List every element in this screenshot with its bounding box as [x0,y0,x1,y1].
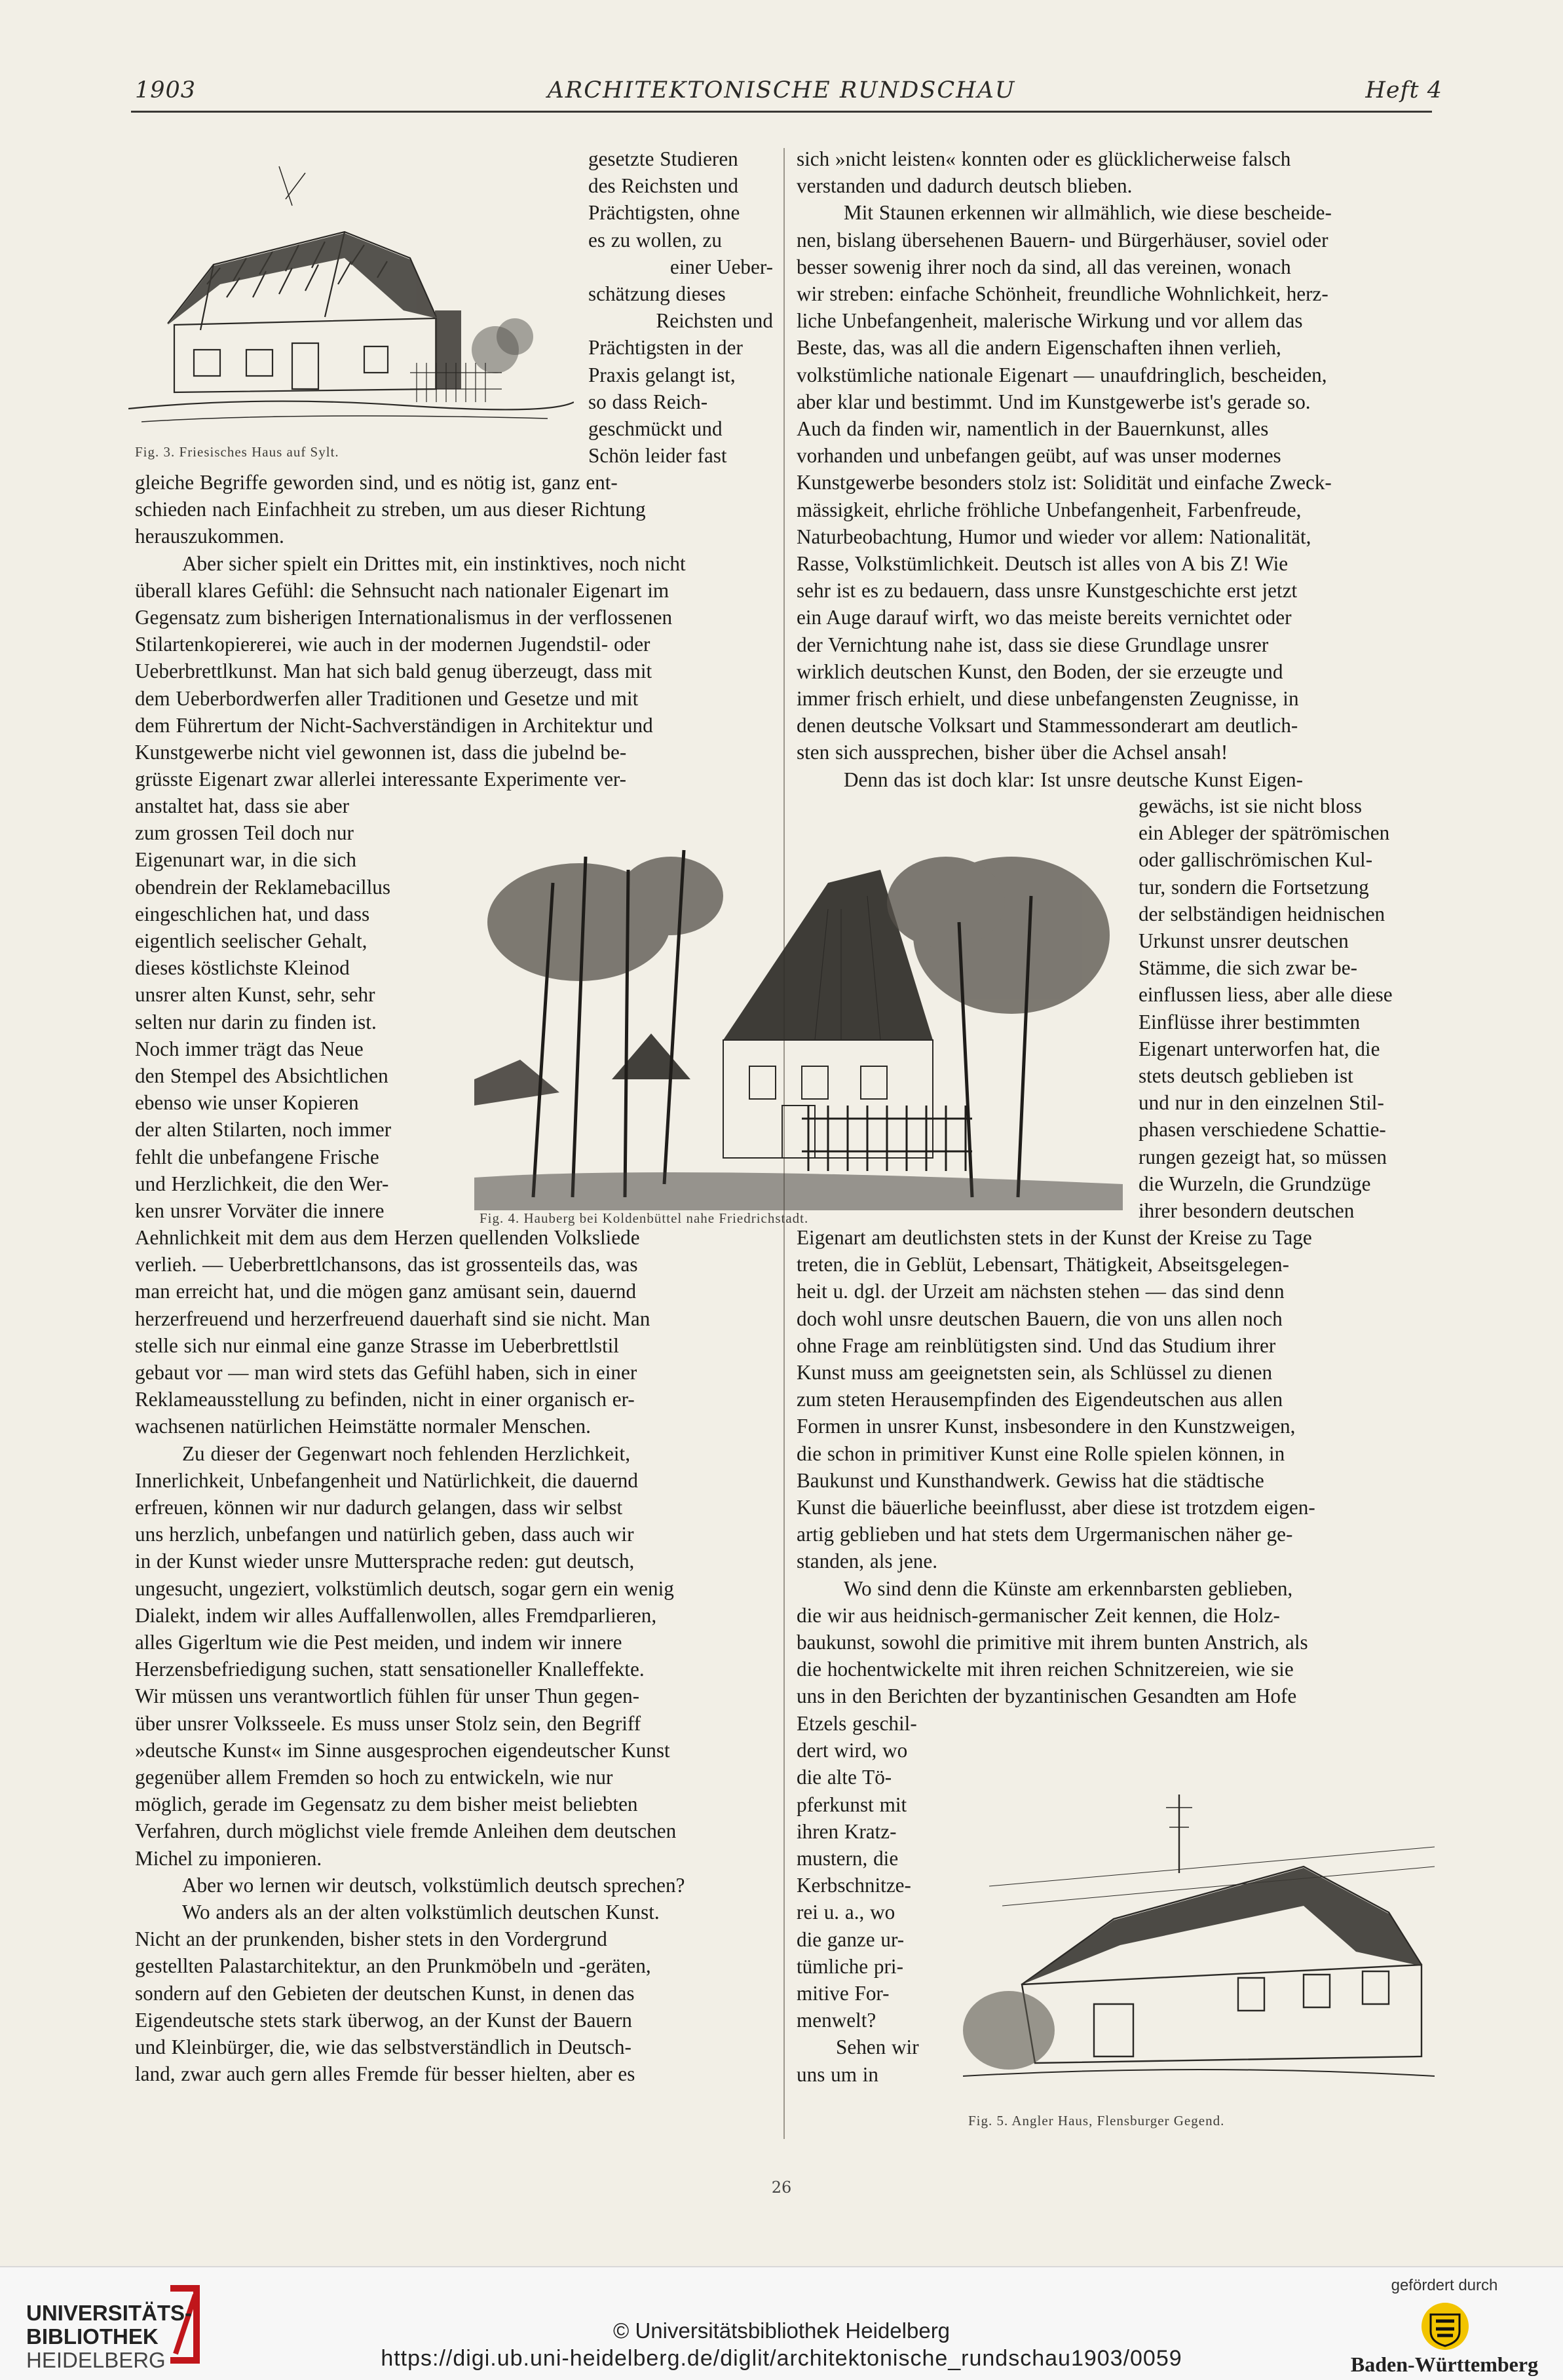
journal-year: 1903 [135,77,197,103]
page-number: 26 [771,2178,792,2197]
copyright-notice: © Universitätsbibliothek Heidelberg [612,2318,951,2343]
library-name[interactable]: UNIVERSITÄTS- BIBLIOTHEK HEIDELBERG [26,2301,193,2372]
left-top-narrow-text: gesetzte Studieren des Reichsten und Prächtigsten, ohne es zu wollen, zu einer Ueber- schätzung dieses Reichsten und Prächtigsten in der Praxis gelangt ist, so dass Reich- geschmückt und Schön leider fast [588,147,773,468]
coat-of-arms-icon [1419,2300,1471,2352]
right-full-text-1: sich »nicht leisten« konnten oder es glücklicherweise falsch verstanden und dadurch deutsch blieben. Mit Staunen erkennen wir allmählich, wie diese bescheide- nen, bislang übersehenen Bauern- und Bürgerhäuser, soviel oder besser sowenig ihrer noch da sind, all das vereinen, wonach wir streben: einfache Schönheit, freundliche Wohnlichkeit, herz- liche Unbefangenheit, malerische Wirkung und vor allem das Beste, das, was all die andern Eigenschaften ihnen verlieh, volkstümliche nationale Eigenart — unaufdringlich, bescheiden, aber klar und bestimmt. Und im Kunstgewerbe ist's gerade so. Auch da finden wir, namentlich in der Bauernkunst, alles vorhanden und unbefangen geübt, auf was unser modernes Kunstgewerbe besonders stolz ist: Solidität und einfache Zweck- mässigkeit, ehrliche fröhliche Unbefangenheit, Farbenfreude, Naturbeobachtung, Humor und wieder vor allem: Nationalität, Rasse, Volkstümlichkeit. Deutsch ist alles von A bis Z! Wie sehr ist es zu bedauern, dass unsre Kunstgeschichte erst jetzt ein Auge darauf wirft, wo das meiste bereits vernichtet oder der Vernichtung nahe ist, dass sie diese Grundlage unsrer wirklich deutschen Kunst, den Boden, der sie erzeugte und immer frisch erhielt, und diese unbefangensten Zeugnisse, in denen deutsche Volksart und Stammessonderart am deutlich- sten sich aussprechen, bisher über die Achsel ansah! Denn das ist doch klar: Ist unsre deutsche Kunst Eigen- [797,147,1332,791]
journal-issue: Heft 4 [1365,77,1442,103]
journal-title: ARCHITEKTONISCHE RUNDSCHAU [547,77,1016,103]
left-full-text-2: Aehnlichkeit mit dem aus dem Herzen quellenden Volksliede verlieh. — Ueberbrettlchansons, das ist grossenteils das, was man erreicht hat, und die mögen ganz amüsant sein, dauernd herzerfreuend und herzerfreuend dauerhaft sind sie nicht. Man stelle sich nur einmal eine ganze Strasse im Ueberbrettlstil gebaut vor — man wird stets das Gefühl haben, sich in einer Reklameausstellung zu befinden, nicht in einer organisch er- wachsenen natürlichen Heimstätte normaler Menschen. Zu dieser der Gegenwart noch fehlenden Herzlichkeit, Innerlichkeit, Unbefangenheit und Natürlichkeit, die dauernd erfreuen, können wir nur dadurch gelangen, dass wir selbst uns herzlich, unbefangen und natürlich geben, dass auch wir in der Kunst wieder unsre Muttersprache reden: gut deutsch, ungesucht, ungeziert, volkstümlich deutsch, sogar gern ein wenig Dialekt, indem wir alles Auffallenwollen, alles Fremdparlieren, alles Gigerltum wie die Pest meiden, und indem wir innere Herzensbefriedigung suchen, statt sensationeller Knalleffekte. Wir müssen uns verantwortlich fühlen für unser Thun gegen- über unsrer Volksseele. Es muss unser Stolz sein, den Begriff »deutsche Kunst« im Sinne ausgesprochen eigendeutscher Kunst gegenüber allem Fremden so hoch zu entwickeln, wie nur möglich, gerade im Gegensatz zu dem bisher meist beliebten Verfahren, durch möglichst viele fremde Anleihen dem deutschen Michel zu imponieren. Aber wo lernen wir deutsch, volkstümlich deutsch sprechen? Wo anders als an der alten volkstümlich deutschen Kunst. Nicht an der prunkenden, bisher stets in den Vordergrund gestellten Palastarchitektur, an den Prunkmöbeln und -geräten, sondern auf den Gebieten der deutschen Kunst, in denen das Eigendeutsche stets stark überwog, an der Kunst der Bauern und Kleinbürger, die, wie das selbstverständlich in Deutsch- land, zwar auch gern alles Fremde für besser hielten, aber es [135,1226,685,2086]
document-url-link[interactable]: https://digi.ub.uni-heidelberg.de/diglit/architektonische_rundschau1903/0059 [381,2346,1182,2371]
figure-3-caption: Fig. 3. Friesisches Haus auf Sylt. [135,444,339,460]
figure-4-hauberg [474,844,1123,1210]
header-rule [131,111,1432,113]
funded-by-label: gefördert durch [1391,2277,1498,2294]
left-narrow-text: anstaltet hat, dass sie aber zum grossen Teil doch nur Eigenunart war, in die sich obendrein der Reklamebacillus eingeschlichen hat, und dass eigentlich seelischer Gehalt, dieses köstlichste Kleinod unsrer alten Kunst, sehr, sehr selten nur darin zu finden ist. Noch immer trägt das Neue den Stempel des Absichtlichen ebenso wie unser Kopieren der alten Stilarten, noch immer fehlt die unbefangene Frische und Herzlichkeit, die den Wer- ken unsrer Vorväter die innere [135,794,392,1223]
figure-5-angler-house [963,1781,1435,2096]
right-bottom-narrow-text: Etzels geschil- dert wird, wo die alte Tö- pferkunst mit ihren Kratz- mustern, die Kerbschnitze- rei u. a., wo die ganze ur- tümliche pri- mitive For- menwelt? Sehen wir uns um in [797,1712,919,2086]
figure-5-caption: Fig. 5. Angler Haus, Flensburger Gegend. [968,2113,1225,2129]
baden-wuerttemberg-label: Baden-Württemberg [1350,2352,1539,2376]
right-narrow-text: gewächs, ist sie nicht bloss ein Ableger der spätrömischen oder gallischrömischen Kul- tur, sondern die Fortsetzung der selbständigen heidnischen Urkunst unsrer deutschen Stämme, die sich zwar be- einflussen liess, aber alle diese Einflüsse ihrer bestimmten Eigenart unterworfen hat, die stets deutsch geblieben ist und nur in den einzelnen Stil- phasen verschiedene Schattie- rungen gezeigt hat, so müssen die Wurzeln, die Grundzüge ihrer besondern deutschen [1139,794,1393,1223]
right-full-text-2: Eigenart am deutlichsten stets in der Kunst der Kreise zu Tage treten, die in Geblüt, Lebensart, Thätigkeit, Abseitsgelegen- heit u. dgl. der Urzeit am nächsten stehen — das sind denn doch wohl unsre deutschen Bauern, die von uns allen noch ohne Frage am reinblütigsten sind. Und das Studium ihrer Kunst muss am geeignetsten sein, als Schlüssel zu dienen zum steten Herausempfinden des Eigendeutschen aus allen Formen in unsrer Kunst, insbesondere in den Kunstzweigen, die schon in primitiver Kunst eine Rolle spielen können, in Baukunst und Kunsthandwerk. Gewiss hat die städtische Kunst die bäuerliche beeinflusst, aber diese ist trotzdem eigen- artig geblieben und hat stets dem Urgermanischen näher ge- standen, als jene. Wo sind denn die Künste am erkennbarsten geblieben, die wir aus heidnisch-germanischer Zeit kennen, die Holz- baukunst, sowohl die primitive mit ihrem bunten Anstrich, als die hochentwickelte mit ihren reichen Schnitzereien, wie sie uns in den Berichten der byzantinischen Gesandten am Hofe [797,1226,1315,1708]
figure-3-frisian-house [128,153,574,435]
figure-4-caption: Fig. 4. Hauberg bei Koldenbüttel nahe Friedrichstadt. [480,1210,809,1226]
footer-bar [0,2266,1563,2380]
left-full-text-1: gleiche Begriffe geworden sind, und es nötig ist, ganz ent- schieden nach Einfachheit zu streben, um aus dieser Richtung herauszukommen. Aber sicher spielt ein Drittes mit, ein instinktives, noch nicht überall klares Gefühl: die Sehnsucht nach nationaler Eigenart im Gegensatz zum bisherigen Internationalismus in der verflossenen Stilartenkopiererei, wie auch in der modernen Jugendstil- oder Ueberbrettlkunst. Man hat sich bald genug überzeugt, dass mit dem Ueberbordwerfen aller Traditionen und Gesetze und mit dem Führertum der Nicht-Sachverständigen in Architektur und Kunstgewerbe nicht viel gewonnen ist, dass die jubelnd be- grüsste Eigenart zwar allerlei interessante Experimente ver- [135,471,686,791]
